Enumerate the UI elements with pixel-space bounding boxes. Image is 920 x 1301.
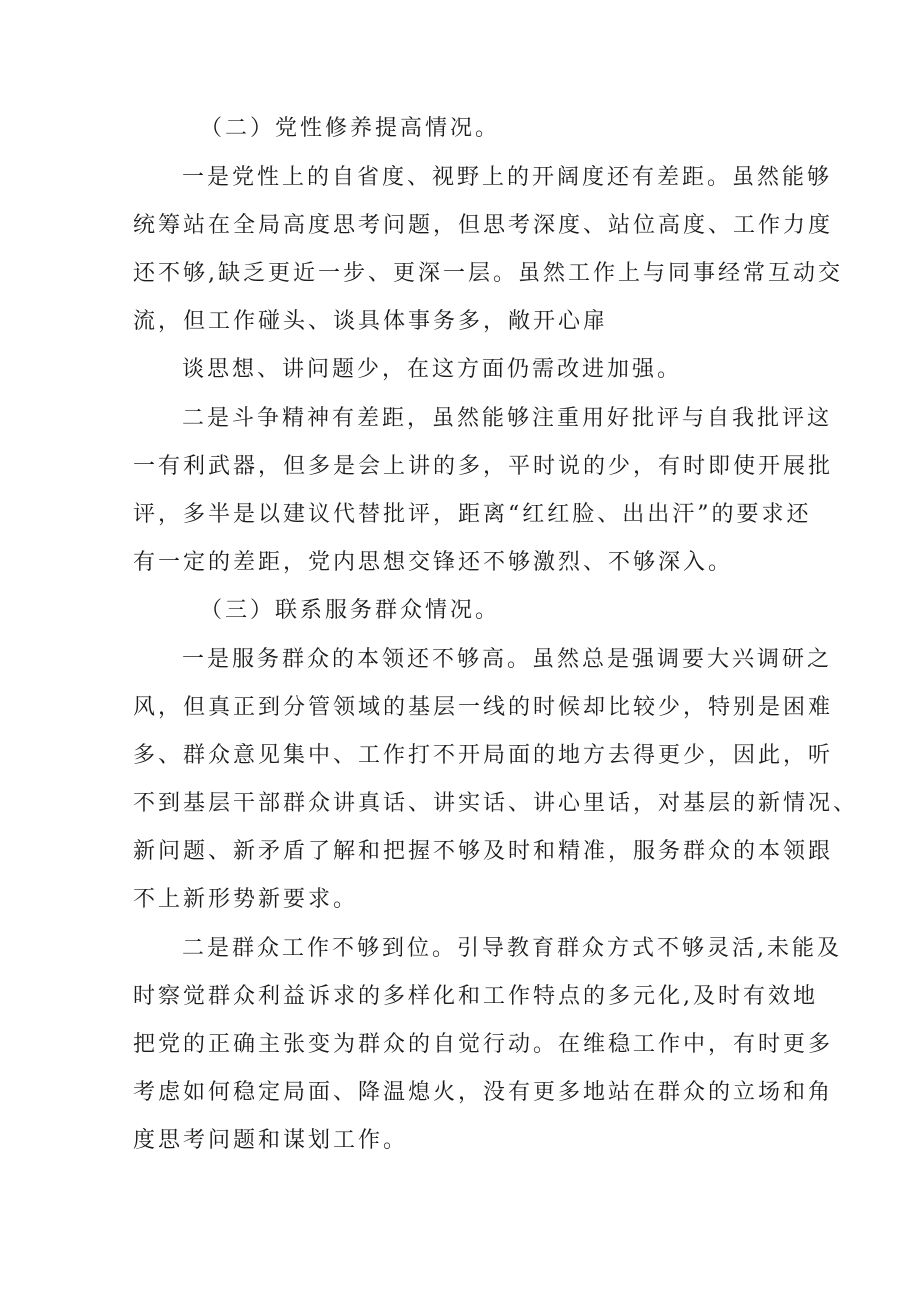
paragraph-line: 多、群众意见集中、工作打不开局面的地方去得更少，因此，听 bbox=[133, 743, 834, 768]
paragraph-line: 不到基层干部群众讲真话、讲实话、讲心里话，对基层的新情况、 bbox=[133, 791, 859, 816]
paragraph-line: 新问题、新矛盾了解和把握不够及时和精准，服务群众的本领跟 bbox=[133, 839, 834, 864]
paragraph-line: 二是群众工作不够到位。引导教育群众方式不够灵活,未能及 bbox=[182, 936, 842, 961]
paragraph-line: 有一定的差距，党内思想交锋还不够激烈、不够深入。 bbox=[133, 550, 734, 575]
paragraph-line: 一是党性上的自省度、视野上的开阔度还有差距。虽然能够 bbox=[182, 165, 833, 190]
paragraph-line: 二是斗争精神有差距，虽然能够注重用好批评与自我批评这 bbox=[182, 406, 833, 431]
paragraph-line: 谈思想、讲问题少，在这方面仍需改进加强。 bbox=[182, 357, 683, 382]
paragraph-line: 评，多半是以建议代替批评，距离“红红脸、出出汗”的要求还 bbox=[133, 502, 812, 527]
paragraph-line: 度思考问题和谋划工作。 bbox=[133, 1128, 409, 1153]
paragraph-line: 风，但真正到分管领域的基层一线的时候却比较少，特别是困难 bbox=[133, 695, 834, 720]
paragraph-line: 不上新形势新要求。 bbox=[133, 887, 359, 912]
paragraph-line: 把党的正确主张变为群众的自觉行动。在维稳工作中，有时更多 bbox=[133, 1032, 834, 1057]
paragraph-line: 一有利武器，但多是会上讲的多，平时说的少，有时即使开展批 bbox=[133, 454, 834, 479]
paragraph-line: 一是服务群众的本领还不够高。虽然总是强调要大兴调研之 bbox=[182, 647, 833, 672]
paragraph-line: 考虑如何稳定局面、降温熄火，没有更多地站在群众的立场和角 bbox=[133, 1080, 834, 1105]
paragraph-line: 时察觉群众利益诉求的多样化和工作特点的多元化,及时有效地 bbox=[133, 984, 818, 1009]
section-heading-2: （二）党性修养提高情况。 bbox=[200, 116, 501, 141]
paragraph-line: 统筹站在全局高度思考问题，但思考深度、站位高度、工作力度 bbox=[133, 213, 834, 238]
paragraph-line: 还不够,缺乏更近一步、更深一层。虽然工作上与同事经常互动交 bbox=[133, 261, 843, 286]
section-heading-3: （三）联系服务群众情况。 bbox=[200, 598, 501, 623]
paragraph-line: 流，但工作碰头、谈具体事务多，敞开心扉 bbox=[133, 309, 609, 334]
